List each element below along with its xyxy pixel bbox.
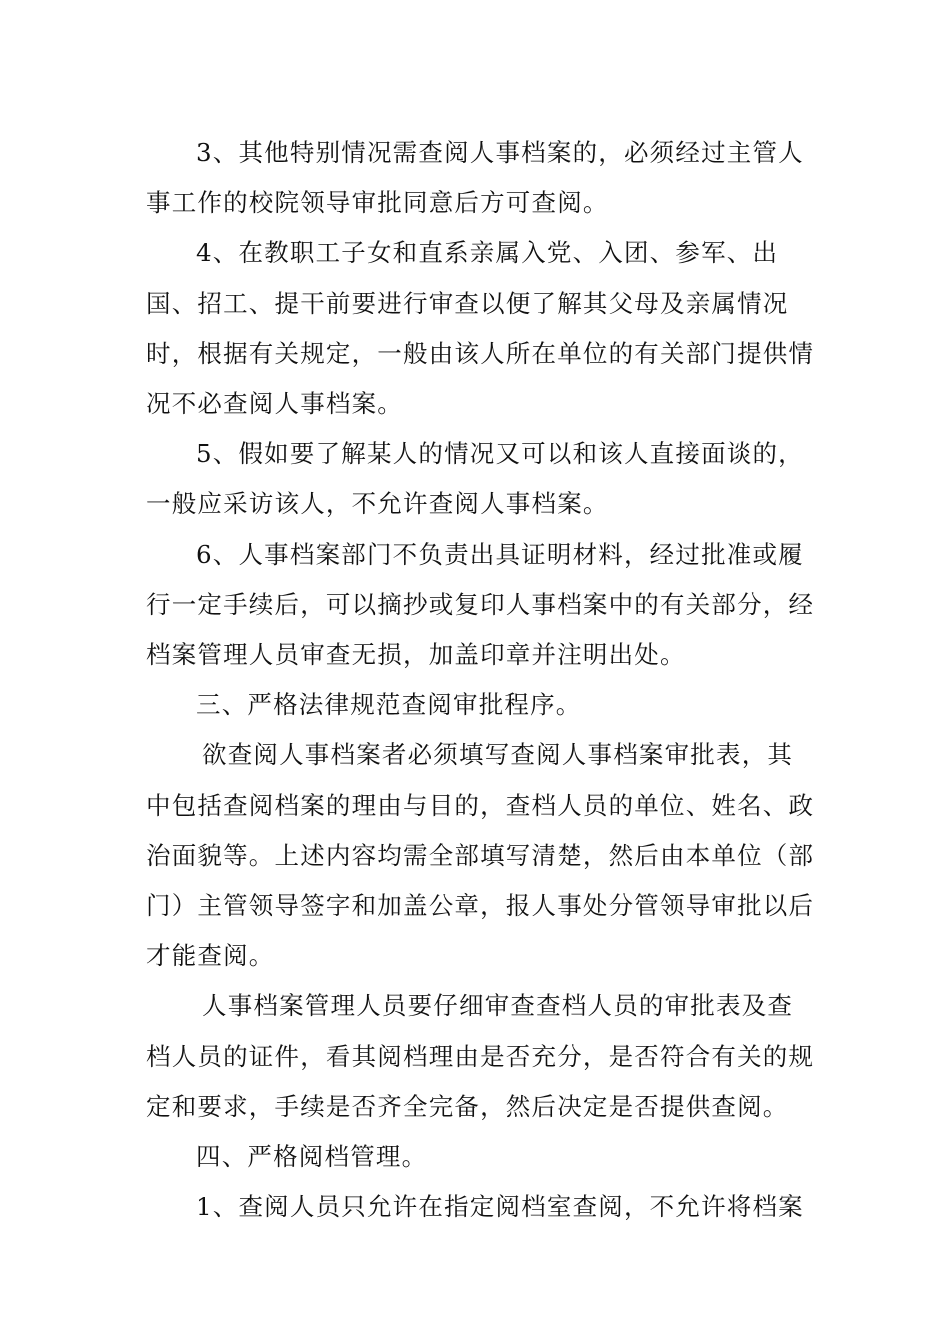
paragraph-item-5: 5、假如要了解某人的情况又可以和该人直接面谈的，一般应采访该人，不允许查阅人事档案。 bbox=[146, 439, 804, 519]
section-heading-4: 四、严格阅档管理。 bbox=[196, 1142, 428, 1172]
section-heading-3: 三、严格法律规范查阅审批程序。 bbox=[196, 690, 582, 720]
approval-procedure-paragraph: 欲查阅人事档案者必须填写查阅人事档案审批表，其中包括查阅档案的理由与目的，查档人员的单位、姓名、政治面貌等。上述内容均需全部填写清楚，然后由本单位（部门）主管领导签字和加盖公章，报人事处分管领导审批以后才能查阅。 bbox=[146, 740, 815, 971]
paragraph-item-1: 1、查阅人员只允许在指定阅档室查阅，不允许将档案 bbox=[196, 1192, 804, 1222]
paragraph-item-6: 6、人事档案部门不负责出具证明材料，经过批准或履行一定手续后，可以摘抄或复印人事档案中的有关部分，经档案管理人员审查无损，加盖印章并注明出处。 bbox=[146, 539, 815, 670]
document-body bbox=[146, 128, 818, 1232]
paragraph-item-3: 3、其他特别情况需查阅人事档案的，必须经过主管人事工作的校院领导审批同意后方可查阅。 bbox=[146, 138, 804, 218]
review-paragraph: 人事档案管理人员要仔细审查查档人员的审批表及查档人员的证件，看其阅档理由是否充分，是否符合有关的规定和要求，手续是否齐全完备，然后决定是否提供查阅。 bbox=[146, 991, 815, 1121]
paragraph-item-4: 4、在教职工子女和直系亲属入党、入团、参军、出国、招工、提干前要进行审查以便了解其父母及亲属情况时，根据有关规定，一般由该人所在单位的有关部门提供情况不必查阅人事档案。 bbox=[146, 238, 815, 419]
